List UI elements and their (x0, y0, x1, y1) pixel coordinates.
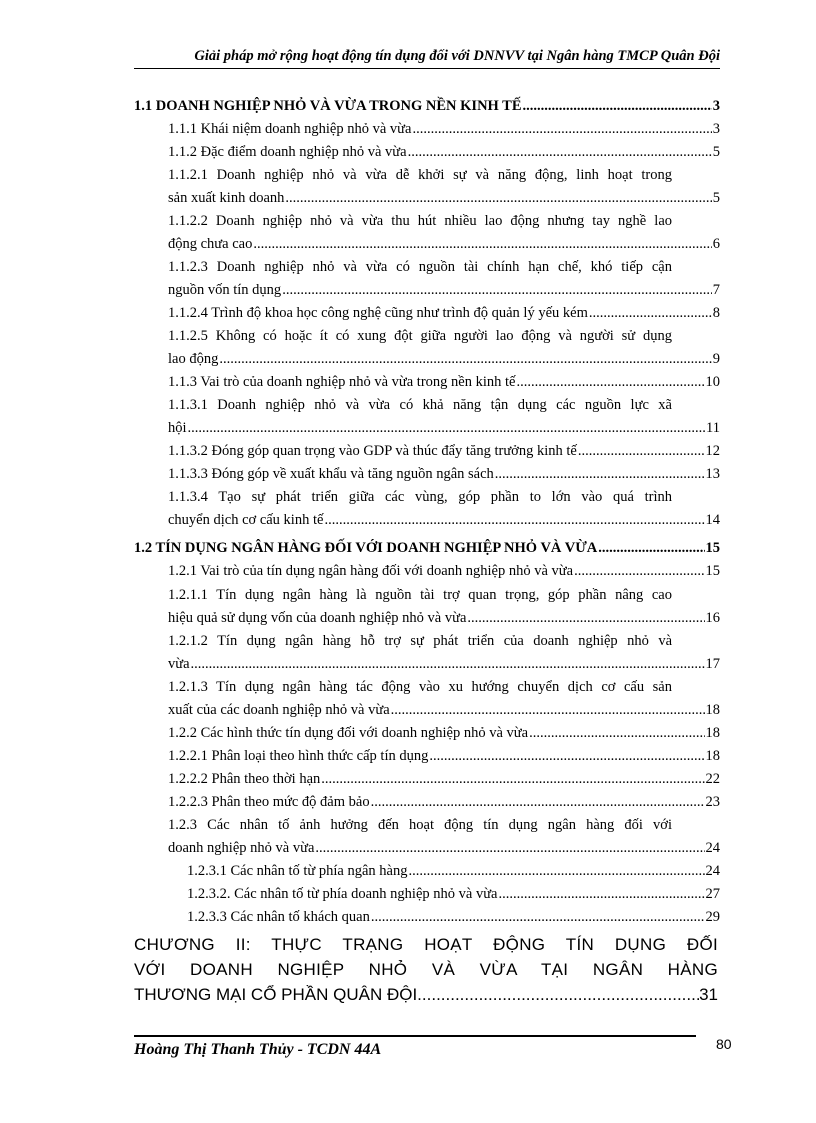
toc-page: 12 (705, 443, 720, 459)
toc-label: 1.2.3.1 Các nhân tố từ phía ngân hàng (187, 863, 408, 879)
toc-label: THƯƠNG MẠI CỔ PHẦN QUÂN ĐỘI (134, 985, 418, 1004)
toc-page: 5 (712, 144, 720, 160)
toc-entry-1-1-3-1-line1[interactable]: 1.1.3.1 Doanh nghiệp nhỏ và vừa có khả năng tận dụng các nguồn lực xã (168, 397, 672, 413)
toc-page: 7 (712, 282, 720, 298)
toc-entry-1-2-1-2[interactable] (168, 653, 720, 676)
toc-entry-1-1-1[interactable] (168, 118, 720, 141)
toc-entry-1-2-1[interactable] (168, 560, 720, 583)
toc-entry-1-1-3-4-line1[interactable]: 1.1.3.4 Tạo sự phát triển giữa các vùng, góp phần to lớn vào quá trình (168, 489, 672, 505)
toc-page: 24 (705, 863, 720, 879)
toc-label: doanh nghiệp nhỏ và vừa (168, 840, 315, 856)
toc-entry-1-2-1-3-line1[interactable]: 1.2.1.3 Tín dụng ngân hàng tác động vào xu hướng chuyển dịch cơ cấu sản (168, 679, 672, 695)
toc-entry-1-1-2-5-line1[interactable]: 1.1.2.5 Không có hoặc ít có xung đột giữa người lao động và người sử dụng (168, 328, 672, 344)
toc-entry-1-2-1-3[interactable] (168, 699, 720, 722)
toc-entry-1-1-2-5[interactable] (168, 348, 720, 371)
toc-page: 3 (712, 121, 720, 137)
toc-entry-1-1-2-2[interactable] (168, 233, 720, 256)
toc-entry-1-1-2-3-line1[interactable]: 1.1.2.3 Doanh nghiệp nhỏ và vừa có nguồn tài chính hạn chế, khó tiếp cận (168, 259, 672, 275)
toc-page: 18 (705, 748, 720, 764)
toc-entry-1-1-2-1-line1[interactable]: 1.1.2.1 Doanh nghiệp nhỏ và vừa dễ khởi sự và năng động, linh hoạt trong (168, 167, 672, 183)
toc-entry-1-2-2-3[interactable] (168, 791, 720, 814)
toc-label: 1.2 TÍN DỤNG NGÂN HÀNG ĐỐI VỚI DOANH NGHIỆP NHỎ VÀ VỪA (134, 540, 598, 556)
toc-page: 15 (705, 540, 720, 556)
toc-entry-1-2-3-line1[interactable]: 1.2.3 Các nhân tố ảnh hưởng đến hoạt động tín dụng ngân hàng đối với (168, 817, 672, 833)
toc-label: 1.2.2.1 Phân loại theo hình thức cấp tín dụng (168, 748, 429, 764)
toc-entry-1-1-2-2-line1[interactable]: 1.1.2.2 Doanh nghiệp nhỏ và vừa thu hút nhiều lao động nhưng tay nghề lao (168, 213, 672, 229)
toc-label: xuất của các doanh nghiệp nhỏ và vừa (168, 702, 390, 718)
toc-entry-1-1[interactable] (134, 95, 720, 118)
toc-page: 6 (712, 236, 720, 252)
toc-entry-1-2-3[interactable] (168, 837, 720, 860)
toc-page: 10 (705, 374, 720, 390)
toc-label: nguồn vốn tín dụng (168, 282, 282, 298)
footer-author: Hoàng Thị Thanh Thủy - TCDN 44A (134, 1041, 382, 1058)
chapter-2-title-line1[interactable]: CHƯƠNG II: THỰC TRẠNG HOẠT ĐỘNG TÍN DỤNG ĐỐI (134, 935, 718, 954)
toc-label: 1.2.2.2 Phân theo thời hạn (168, 771, 321, 787)
toc-entry-1-1-2-1[interactable] (168, 187, 720, 210)
toc-entry-1-1-3[interactable] (168, 371, 720, 394)
toc-entry-1-2-1-1-line1[interactable]: 1.2.1.1 Tín dụng ngân hàng là nguồn tài trợ quan trọng, góp phần nâng cao (168, 587, 672, 603)
toc-entry-1-1-2-3[interactable] (168, 279, 720, 302)
toc-page: 9 (712, 351, 720, 367)
toc-page: 13 (705, 466, 720, 482)
toc-page: 27 (705, 886, 720, 902)
chapter-2-entry[interactable] (134, 983, 718, 1007)
toc-label: 1.2.1 Vai trò của tín dụng ngân hàng đối với doanh nghiệp nhỏ và vừa (168, 563, 574, 579)
toc-label: sản xuất kinh doanh (168, 190, 285, 206)
toc-page: 23 (705, 794, 720, 810)
toc-label: 1.1.2 Đặc điểm doanh nghiệp nhỏ và vừa (168, 144, 407, 160)
toc-label: động chưa cao (168, 236, 253, 252)
toc-label: vừa (168, 656, 190, 672)
toc-entry-1-2-1-1[interactable] (168, 607, 720, 630)
toc-entry-1-1-2[interactable] (168, 141, 720, 164)
toc-page: 15 (705, 563, 720, 579)
toc-page: 17 (705, 656, 720, 672)
toc-entry-1-2-1-2-line1[interactable]: 1.2.1.2 Tín dụng ngân hàng hỗ trợ sự phát triển của doanh nghiệp nhỏ và (168, 633, 672, 649)
toc-entry-1-1-3-3[interactable] (168, 463, 720, 486)
toc-label: 1.2.3.3 Các nhân tố khách quan (187, 909, 370, 925)
toc-entry-1-2-2-1[interactable] (168, 745, 720, 768)
toc-page: 18 (705, 702, 720, 718)
toc-page: 3 (712, 98, 720, 114)
page-number: 80 (716, 1036, 732, 1052)
toc-label: hiệu quả sử dụng vốn của doanh nghiệp nhỏ và vừa (168, 610, 467, 626)
footer-rule (134, 1035, 696, 1037)
toc-label: lao động (168, 351, 219, 367)
toc-label: 1.2.3.2. Các nhân tố từ phía doanh nghiệp nhỏ và vừa (187, 886, 498, 902)
toc-entry-1-1-3-2[interactable] (168, 440, 720, 463)
toc-entry-1-2[interactable] (134, 537, 720, 560)
toc-label: 1.1.3.2 Đóng góp quan trọng vào GDP và thúc đẩy tăng trưởng kinh tế (168, 443, 577, 459)
toc-page: 8 (712, 305, 720, 321)
toc-label: 1.1.3.3 Đóng góp về xuất khẩu và tăng nguồn ngân sách (168, 466, 494, 482)
toc-page: 16 (705, 610, 720, 626)
toc-label: 1.2.2 Các hình thức tín dụng đối với doanh nghiệp nhỏ và vừa (168, 725, 529, 741)
toc-entry-1-2-2-2[interactable] (168, 768, 720, 791)
toc-entry-1-2-3-1[interactable] (187, 860, 720, 883)
toc-page: 31 (699, 985, 718, 1004)
toc-label: 1.1 DOANH NGHIỆP NHỎ VÀ VỪA TRONG NỀN KINH TẾ (134, 98, 522, 114)
chapter-2-title-line2[interactable]: VỚI DOANH NGHIỆP NHỎ VÀ VỪA TẠI NGÂN HÀNG (134, 960, 718, 979)
toc-label: 1.2.2.3 Phân theo mức độ đảm bảo (168, 794, 370, 810)
toc-label: 1.1.3 Vai trò của doanh nghiệp nhỏ và vừa trong nền kinh tế (168, 374, 516, 390)
toc-label: 1.1.1 Khái niệm doanh nghiệp nhỏ và vừa (168, 121, 412, 137)
toc-entry-1-2-3-3[interactable] (187, 906, 720, 929)
toc-page: 24 (705, 840, 720, 856)
toc-label: hội (168, 420, 187, 436)
toc-page: 18 (705, 725, 720, 741)
toc-entry-1-1-2-4[interactable] (168, 302, 720, 325)
toc-page: 5 (712, 190, 720, 206)
toc-page: 14 (705, 512, 720, 528)
toc-page: 11 (706, 420, 720, 436)
toc-entry-1-2-2[interactable] (168, 722, 720, 745)
toc-page: 29 (705, 909, 720, 925)
toc-label: 1.1.2.4 Trình độ khoa học công nghệ cũng như trình độ quản lý yếu kém (168, 305, 588, 321)
toc-entry-1-1-3-1[interactable] (168, 417, 720, 440)
toc-page: 22 (705, 771, 720, 787)
running-header: Giải pháp mở rộng hoạt động tín dụng đối với DNNVV tại Ngân hàng TMCP Quân Đội (194, 48, 720, 64)
toc-entry-1-2-3-2[interactable] (187, 883, 720, 906)
toc-entry-1-1-3-4[interactable] (168, 509, 720, 532)
toc-label: chuyển dịch cơ cấu kinh tế (168, 512, 324, 528)
